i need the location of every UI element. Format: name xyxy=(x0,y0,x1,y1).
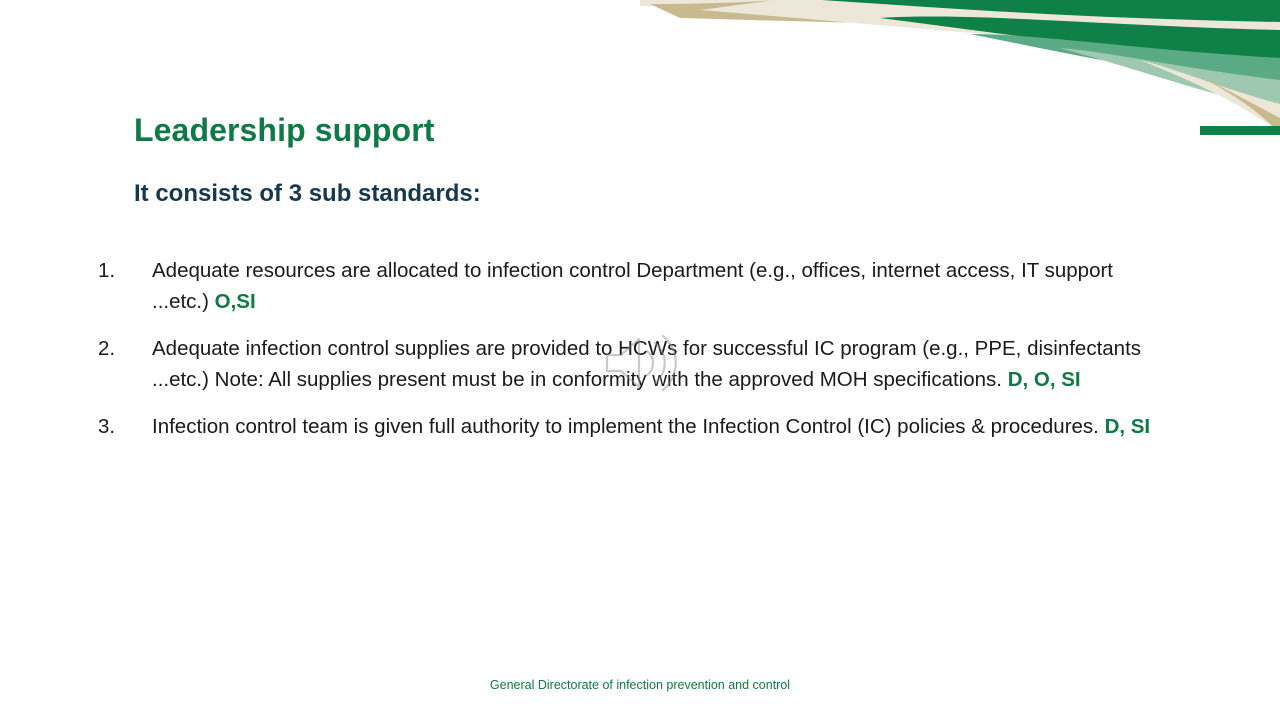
list-item-body: Adequate resources are allocated to infection control Department (e.g., offices, internet access, IT support ...etc.) xyxy=(152,259,1113,313)
speaker-audio-icon[interactable] xyxy=(601,329,679,397)
page-subtitle: It consists of 3 sub standards: xyxy=(134,180,481,207)
list-item-text xyxy=(152,255,1173,317)
list-item-number: 2. xyxy=(98,337,116,360)
list-item xyxy=(98,411,1173,442)
page-title: Leadership support xyxy=(134,112,435,148)
decorative-swoosh-graphic xyxy=(640,0,1280,135)
footer-text: General Directorate of infection prevention and control xyxy=(489,678,791,692)
list-item-number: 3. xyxy=(98,415,116,438)
list-item-code: O,SI xyxy=(214,290,256,313)
list-item-code: D, SI xyxy=(1104,415,1151,438)
list-item-text xyxy=(152,411,1173,442)
list-item-code: D, O, SI xyxy=(1007,368,1081,391)
list-item-number: 1. xyxy=(98,259,116,282)
list-item-body: Adequate infection control supplies are provided to HCWs for successful IC program (e.g., PPE, disinfectants ...etc.) Note: All supplies present must be in conformity with the approved MOH specifications. xyxy=(152,337,1142,391)
list-item-body: Infection control team is given full authority to implement the Infection Control (IC) policies & procedures. xyxy=(152,415,1105,438)
list-item xyxy=(98,255,1173,317)
